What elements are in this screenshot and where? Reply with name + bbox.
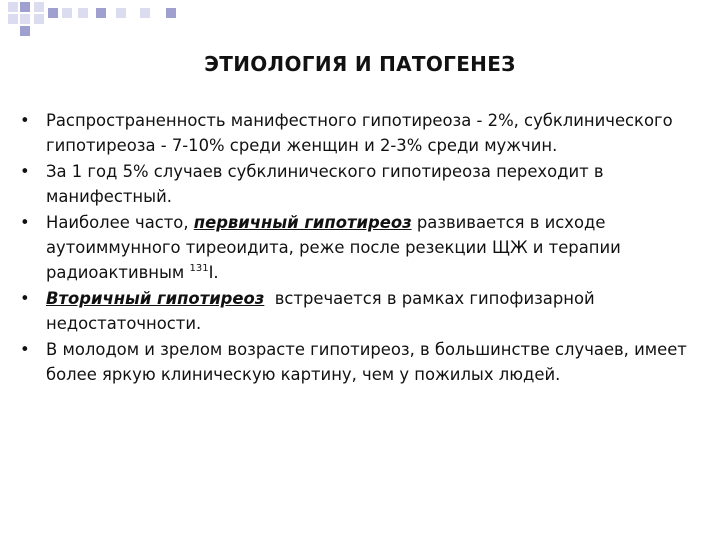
bullet-icon: •	[20, 288, 30, 308]
bullet-item	[20, 337, 700, 388]
bullet-icon: •	[20, 212, 30, 232]
square-decoration	[8, 14, 18, 24]
bullet-text-prefix: Наиболее часто,	[46, 212, 194, 232]
bullet-text: За 1 год 5% случаев субклинического гипотиреоза переходит в манифестный.	[46, 161, 604, 207]
bullet-item	[20, 210, 700, 286]
bullet-text-middle: развивается в исходе аутоиммунного тиреоидита, реже после резекции ЩЖ и терапии радиоактивным	[46, 212, 621, 283]
bullet-icon: •	[20, 111, 30, 130]
square-decoration	[20, 2, 30, 12]
bullet-text: В молодом и зрелом возрасте гипотиреоз, в большинстве случаев, имеет более яркую клиническую картину, чем у пожилых людей.	[46, 339, 687, 385]
slide-title: ЭТИОЛОГИЯ И ПАТОГЕНЕЗ	[204, 52, 516, 76]
square-decoration	[166, 8, 176, 18]
bullet-item	[20, 159, 700, 210]
bullet-item	[20, 108, 700, 159]
square-decoration	[96, 8, 106, 18]
bullet-text-suffix: I.	[208, 263, 219, 283]
square-decoration	[34, 2, 44, 12]
square-decoration	[140, 8, 150, 18]
square-decoration	[116, 8, 126, 18]
bullet-icon: •	[20, 339, 30, 359]
bullet-text: Распространенность манифестного гипотиреоза - 2%, субклинического гипотиреоза - 7-10% среди женщин и 2-3% среди мужчин.	[46, 111, 673, 156]
decorative-squares	[0, 0, 200, 50]
emphasized-term: Вторичный гипотиреоз	[46, 288, 265, 308]
bullet-list	[20, 108, 700, 387]
emphasized-term: первичный гипотиреоз	[193, 212, 412, 232]
square-decoration	[78, 8, 88, 18]
square-decoration	[34, 14, 44, 24]
isotope-superscript: 131	[189, 263, 209, 275]
square-decoration	[62, 8, 72, 18]
square-decoration	[48, 8, 58, 18]
square-decoration	[20, 14, 30, 24]
bullet-item	[20, 286, 700, 337]
square-decoration	[8, 2, 18, 12]
bullet-text-rest: встречается в рамках гипофизарной недостаточности.	[46, 288, 600, 334]
square-decoration	[20, 26, 30, 36]
bullet-icon: •	[20, 161, 30, 181]
